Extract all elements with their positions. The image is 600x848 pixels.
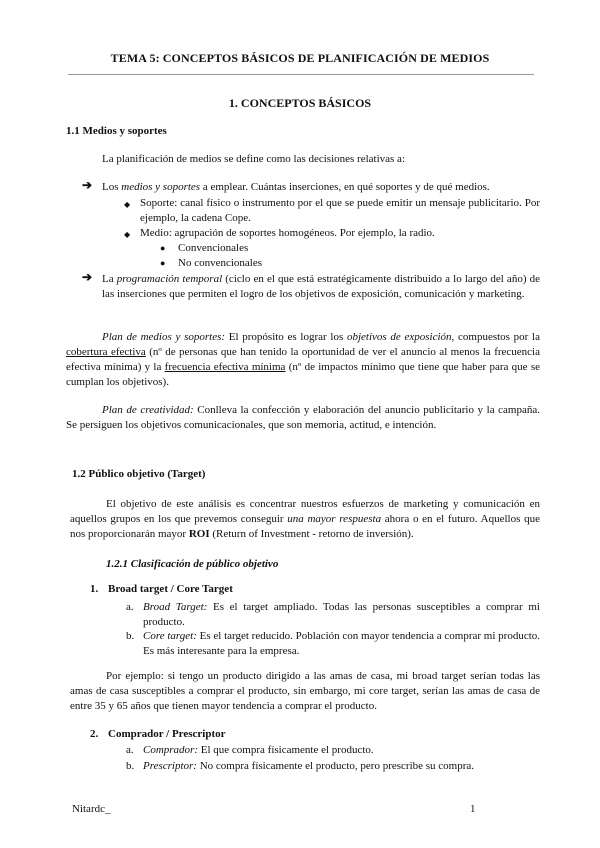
underlined-term: frecuencia efectiva mínima (164, 361, 286, 373)
list-letter: b. (126, 760, 135, 772)
page-number: 1 (470, 803, 476, 815)
list-item-broad-target (143, 600, 540, 630)
list-number: 2. (90, 728, 99, 740)
list-emphasis: Comprador: (143, 744, 199, 756)
subsection-heading-1-2: 1.2 Público objetivo (Target) (72, 468, 206, 480)
bullet-emphasis: programación temporal (116, 273, 223, 285)
paragraph-text: Conlleva la confección y elaboración del anuncio publicitario y la campaña. Se persiguen los objetivos comunicacionales, que son memoria, actitud, e intención. (66, 404, 540, 431)
list-emphasis: Broad Target: (143, 601, 208, 613)
list-text: Es el target reducido. Población con mayor tendencia a comprar mi producto. Es más interesante para la empresa. (143, 630, 541, 657)
list-letter: b. (126, 630, 135, 642)
bullet-text: Los (102, 181, 122, 193)
dot-bullet-icon: ● (160, 258, 166, 268)
bullet-medios-soportes (102, 180, 542, 195)
list-text: El que compra físicamente el producto. (198, 744, 374, 756)
bullet-text: La (102, 273, 117, 285)
paragraph-text: , compuestos por la (451, 331, 540, 343)
bullet-text: a emplear. Cuántas inserciones, en qué soportes y de qué medios. (200, 181, 490, 193)
subsection-heading-1-1: 1.1 Medios y soportes (66, 125, 167, 137)
list-emphasis: Prescriptor: (143, 760, 197, 772)
subsection-heading-1-2-1: 1.2.1 Clasificación de público objetivo (106, 558, 279, 570)
sub-sub-bullet-no-convencionales: No convencionales (178, 257, 262, 269)
paragraph-emphasis: Plan de medios y soportes: (102, 331, 226, 343)
list-item-title: Broad target / Core Target (108, 583, 233, 595)
bullet-text: (ciclo en el que está estratégicamente distribuido a lo largo del año) de las inserciones que permiten el logro de los objetivos de exposición, comunicación y marketing. (102, 273, 540, 300)
list-item-title: Comprador / Prescriptor (108, 728, 226, 740)
sub-bullet-medio: Medio: agrupación de soportes homogéneos. Por ejemplo, la radio. (140, 227, 435, 239)
diamond-bullet-icon: ◆ (124, 200, 131, 209)
arrow-bullet-icon: ➔ (82, 270, 93, 284)
bullet-emphasis: medios y soportes (121, 181, 201, 193)
paragraph-text: El propósito es lograr los (225, 331, 347, 343)
paragraph-text: El objetivo de este análisis es concentrar nuestros esfuerzos de marketing y comunicación en aquellos grupos en los que prevemos conseguir (70, 498, 540, 525)
paragraph-ejemplo: Por ejemplo: si tengo un producto dirigido a las amas de casa, mi broad target serían todas las amas de casa susceptibles a comprar el producto, sin embargo, mi core target, serían las amas de casa de entre 35 y 65 años que tienen mayor tendencia a comprar el producto. (70, 670, 540, 712)
paragraph-strong: ROI (188, 528, 210, 540)
list-text: Es el target ampliado. Todas las personas susceptibles a comprar mi producto. (143, 601, 540, 628)
sub-sub-bullet-convencionales: Convencionales (178, 242, 249, 254)
header-rule (68, 74, 534, 75)
sub-bullet-soporte: Soporte: canal físico o instrumento por el que se puede emitir un mensaje publicitario. Por ejemplo, la cadena Cope. (140, 197, 540, 224)
list-number: 1. (90, 583, 99, 595)
list-text: No compra físicamente el producto, pero prescribe su compra. (196, 760, 475, 772)
paragraph-plan-creatividad (66, 403, 540, 433)
section-title: 1. CONCEPTOS BÁSICOS (228, 96, 372, 110)
list-item-core-target (143, 629, 540, 659)
list-letter: a. (126, 744, 134, 756)
paragraph-publico-objetivo (70, 497, 540, 542)
list-emphasis: Core target: (143, 630, 197, 642)
footer-author: Nitardc_ (72, 803, 111, 815)
underlined-term: cobertura efectiva (66, 346, 146, 358)
dot-bullet-icon: ● (160, 243, 166, 253)
paragraph-text: (nº de personas que han tenido la oportunidad de ver el anuncio al menos la frecuencia efectiva mínima) y la (66, 346, 540, 373)
paragraph-emphasis: una mayor respuesta (287, 513, 382, 525)
paragraph-emphasis: objetivos de exposición (346, 331, 452, 343)
list-item-prescriptor (143, 759, 540, 774)
arrow-bullet-icon: ➔ (82, 178, 93, 192)
paragraph-text: (Return of Investment - retorno de inversión). (209, 528, 414, 540)
intro-text: La planificación de medios se define como las decisiones relativas a: (102, 153, 405, 165)
paragraph-text: ahora o en el futuro. Aquellos que nos proporcionarán mayor (70, 513, 540, 540)
paragraph-emphasis: Plan de creatividad: (102, 404, 194, 416)
paragraph-text: (nº de impactos mínimo que tiene que haber para que se cumplan los objetivos). (66, 361, 540, 388)
bullet-programacion-temporal (102, 272, 540, 302)
list-letter: a. (126, 601, 134, 613)
diamond-bullet-icon: ◆ (124, 230, 131, 239)
paragraph-plan-medios (66, 330, 540, 390)
document-title: TEMA 5: CONCEPTOS BÁSICOS DE PLANIFICACIÓN DE MEDIOS (110, 51, 490, 65)
list-item-comprador (143, 743, 540, 758)
